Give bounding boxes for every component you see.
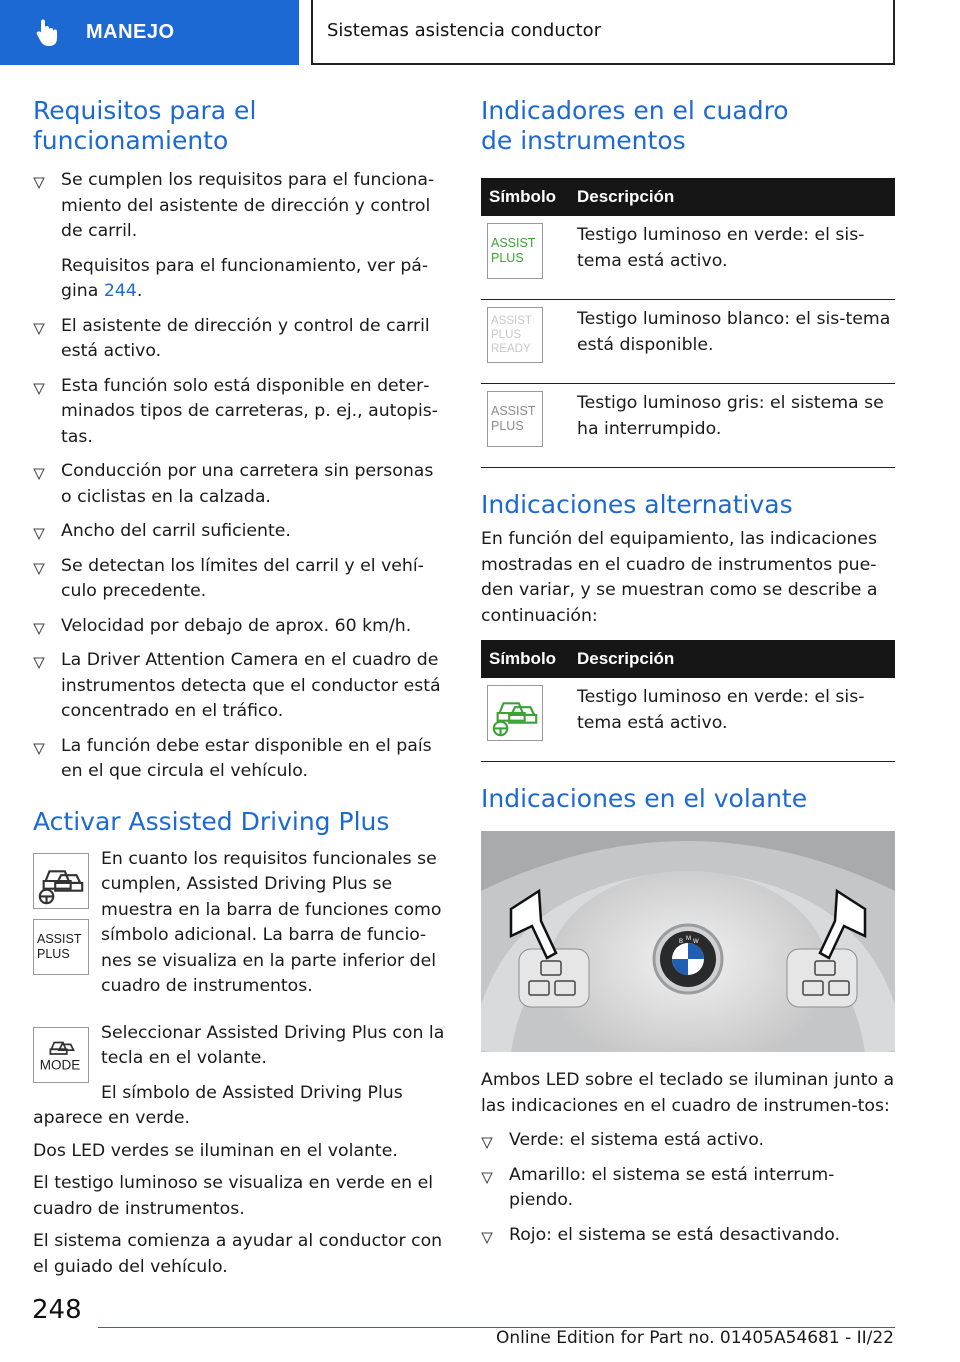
list-item: Amarillo: el sistema se está interrum‐piendo. [481, 1163, 895, 1214]
wheel-led-list [481, 1128, 895, 1248]
list-item: Esta función solo está disponible en deter‐minados tipos de carreteras, p. ej., autopis‐tas. [33, 374, 445, 451]
hand-pointer-icon [32, 16, 66, 50]
requirements-reference: Requisitos para el funcionamiento, ver pá‐gina 244. [61, 255, 429, 301]
list-item: Velocidad por debajo de aprox. 60 km/h. [33, 614, 445, 640]
list-item: Se detectan los límites del carril y el vehí‐culo precedente. [33, 554, 445, 605]
mode-button-symbol [33, 1027, 89, 1083]
triangle-bullet-icon [33, 623, 45, 635]
column-description: Descripción [577, 178, 895, 216]
section-title: MANEJO [86, 21, 175, 43]
column-symbol: Símbolo [481, 640, 577, 678]
triangle-bullet-icon [33, 528, 45, 540]
alternatives-table [481, 640, 895, 762]
triangle-bullet-icon [33, 657, 45, 669]
description-cell: Testigo luminoso en verde: el sis‐tema está activo. [577, 216, 895, 300]
assist-plus-gray-symbol: ASSIST PLUS [487, 391, 543, 447]
steering-wheel-illustration [481, 831, 895, 1052]
triangle-bullet-icon [33, 323, 45, 335]
indicators-heading: Indicadores en el cuadro de instrumentos [481, 96, 789, 155]
wheel-text: Ambos LED sobre el teclado se iluminan junto a las indicaciones en el cuadro de instrumen‐tos: [481, 1070, 895, 1116]
table-header [481, 178, 895, 216]
led-text: Dos LED verdes se iluminan en el volante. [33, 1140, 398, 1161]
column-symbol: Símbolo [481, 178, 577, 216]
table-header [481, 640, 895, 678]
system-help-text: El sistema comienza a ayudar al conductor con el guiado del vehículo. [33, 1231, 443, 1277]
list-item: Rojo: el sistema se está desactivando. [481, 1223, 895, 1249]
page-number: 248 [32, 1295, 82, 1325]
table-row [481, 300, 895, 384]
driving-assist-icon [34, 854, 88, 908]
triangle-bullet-icon [481, 1137, 493, 1149]
driving-assist-green-symbol [487, 685, 543, 741]
driving-assist-symbol [33, 853, 89, 909]
assist-plus-green-symbol: ASSIST PLUS [487, 223, 543, 279]
triangle-bullet-icon [33, 563, 45, 575]
chapter-header [311, 0, 895, 65]
table-row [481, 384, 895, 468]
list-item: Ancho del carril suficiente. [33, 519, 445, 545]
steering-wheel-image [481, 831, 895, 1052]
list-item: Conducción por una carretera sin personas o ciclistas en la calzada. [33, 459, 445, 510]
svg-text:W: W [693, 939, 699, 945]
svg-text:M: M [686, 936, 691, 942]
description-cell: Testigo luminoso blanco: el sis‐tema está disponible. [577, 300, 895, 384]
table-row [481, 678, 895, 762]
edition-note: Online Edition for Part no. 01405A54681 - II/22 [495, 1328, 894, 1348]
mode-block [33, 1021, 445, 1132]
triangle-bullet-icon [33, 743, 45, 755]
triangle-bullet-icon [33, 177, 45, 189]
alternatives-text: En función del equipamiento, las indicaciones mostradas en el cuadro de instrumentos pue‐den variar, y se muestran como se describe a continuación: [481, 529, 878, 626]
assist-plus-symbol: ASSIST PLUS [33, 919, 89, 975]
activate-heading: Activar Assisted Driving Plus [33, 806, 390, 836]
assist-plus-ready-symbol: ASSIST PLUS READY [487, 307, 543, 363]
alternatives-heading: Indicaciones alternativas [481, 490, 793, 519]
triangle-bullet-icon [33, 468, 45, 480]
description-cell: Testigo luminoso gris: el sistema se ha interrumpido. [577, 384, 895, 468]
list-item: La Driver Attention Camera en el cuadro de instrumentos detecta que el conductor está concentrado en el tráfico. [33, 648, 445, 725]
activate-block [33, 847, 445, 1000]
svg-text:B: B [679, 939, 684, 945]
table-row [481, 216, 895, 300]
right-column [481, 96, 895, 1248]
section-tab[interactable] [0, 0, 299, 65]
triangle-bullet-icon [481, 1172, 493, 1184]
warning-light-text: El testigo luminoso se visualiza en verde en el cuadro de instrumentos. [33, 1173, 434, 1219]
requirements-list [33, 168, 445, 785]
requirements-heading: Requisitos para el funcionamiento [33, 96, 257, 155]
list-item: Verde: el sistema está activo. [481, 1128, 895, 1154]
list-item: La función debe estar disponible en el país en el que circula el vehículo. [33, 734, 445, 785]
svg-text:MODE: MODE [39, 1056, 81, 1072]
wheel-heading: Indicaciones en el volante [481, 784, 808, 813]
driving-assist-icon [488, 686, 542, 740]
driving-assist-icon [34, 1028, 88, 1082]
list-item: El asistente de dirección y control de carril está activo. [33, 314, 445, 365]
indicators-table [481, 178, 895, 468]
column-description: Descripción [577, 640, 895, 678]
symbol-green-text: El símbolo de Assisted Driving Plus aparece en verde. [33, 1082, 403, 1128]
left-column [33, 96, 445, 1280]
mode-text: Seleccionar Assisted Driving Plus con la tecla en el volante. [101, 1022, 445, 1068]
triangle-bullet-icon [33, 383, 45, 395]
page-link[interactable]: 244 [103, 281, 137, 301]
triangle-bullet-icon [481, 1232, 493, 1244]
activate-text: En cuanto los requisitos funcionales se cumplen, Assisted Driving Plus se muestra en la barra de funciones como símbolo adicional. La barra de funcio‐nes se visualiza en la parte inferior del cuadro de instrumentos. [101, 848, 442, 996]
description-cell: Testigo luminoso en verde: el sis‐tema está activo. [577, 678, 895, 762]
chapter-title: Sistemas asistencia conductor [327, 20, 602, 41]
list-item: Se cumplen los requisitos para el funciona‐miento del asistente de dirección y control de carril. Requisitos para el funcionamiento, ver pá‐gina 244. [33, 168, 445, 305]
